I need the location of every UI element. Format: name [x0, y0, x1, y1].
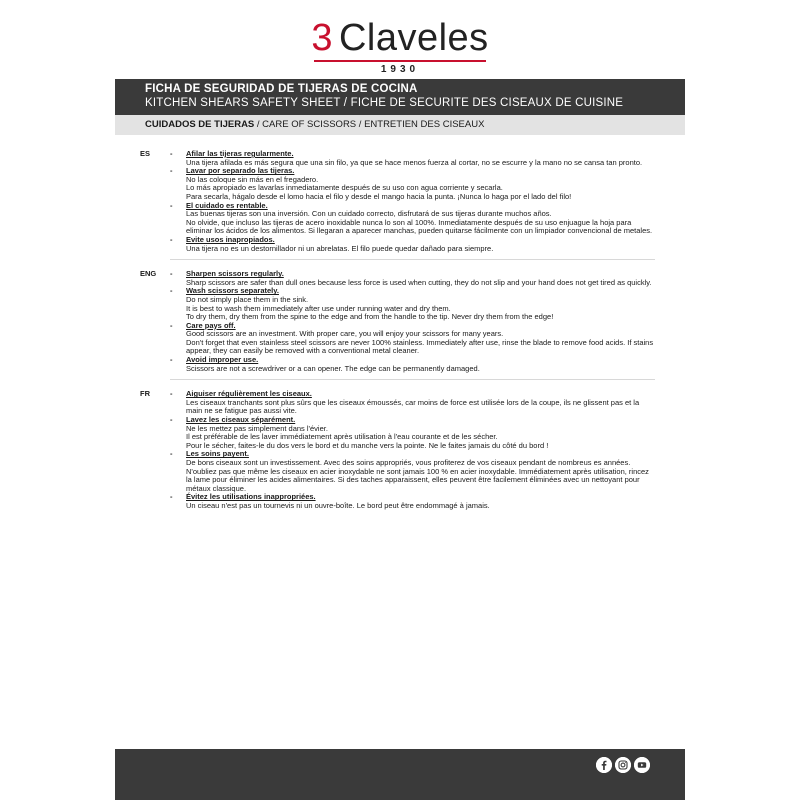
logo-name: Claveles [338, 17, 489, 59]
item-title: Sharpen scissors regularly. [186, 269, 284, 279]
item-text: Un ciseau n'est pas un tournevis ni un ouvre-boîte. Le bord peut être endommagé à jamais. [186, 500, 490, 510]
item-text: No las coloque sin más en el fregadero. [186, 174, 319, 184]
list-item [170, 234, 655, 253]
list-item [170, 449, 655, 493]
item-text: Ne les mettez pas simplement dans l'évier. [186, 423, 328, 433]
item-title: Aiguiser régulièrement les ciseaux. [186, 389, 312, 399]
item-dash: - [170, 286, 173, 296]
item-text: Pour le sécher, faites-le du dos vers le bord et du manche vers la pointe. Ne le faites jamais du côté du bord ! [186, 440, 549, 450]
item-dash: - [170, 234, 173, 244]
logo-underline [314, 60, 486, 62]
item-title: Care pays off. [186, 320, 236, 330]
item-title: Wash scissors separately. [186, 286, 279, 296]
language-block-fr [140, 390, 655, 510]
youtube-icon[interactable] [634, 757, 650, 773]
safety-content [140, 150, 655, 511]
item-title: Avoid improper use. [186, 355, 259, 365]
list-item [170, 269, 655, 287]
item-text: Las buenas tijeras son una inversión. Con un cuidado correcto, disfrutará de sus tijeras durante muchos años. [186, 209, 552, 219]
section-divider [170, 259, 655, 260]
list-item [170, 200, 655, 236]
item-text: Sharp scissors are safer than dull ones because less force is used when cutting, they do not slip and your hand does not get tired as quickly. [186, 277, 652, 287]
item-text: To dry them, dry them from the spine to the edge and from the handle to the tip. Never dry them from the edge! [186, 312, 554, 322]
item-dash: - [170, 415, 173, 425]
item-text: N'oubliez pas que même les ciseaux en acier inoxydable ne sont jamais 100 % en acier inoxydable. Immédiatement après utilisation, rincez la lame pour éliminer les acides alimentaires. Si des taches apparaissent, elles peuvent être facilement éliminées avec un nettoyant pour métaux classique. [186, 466, 649, 493]
section-bar [115, 115, 685, 135]
social-links [596, 757, 650, 773]
item-text: Il est préférable de les laver immédiatement après utilisation à l'eau courante et de les sécher. [186, 432, 498, 442]
language-items [170, 269, 655, 373]
item-text: Una tijera afilada es más segura que una sin filo, ya que se hace menos fuerza al cortar, no se escurre y la mano no se cansa tan pronto. [186, 157, 643, 167]
item-title: El cuidado es rentable. [186, 200, 268, 210]
language-items [170, 389, 655, 510]
item-title: Les soins payent. [186, 449, 249, 459]
list-item [170, 492, 655, 510]
item-dash: - [170, 269, 173, 279]
facebook-icon[interactable] [596, 757, 612, 773]
item-text: Don't forget that even stainless steel scissors are never 100% stainless. Immediately after use, rinse the blade to remove food acids. If stains appear, they can easily be removed with a conventional metal cleaner. [186, 337, 654, 356]
list-item [170, 320, 655, 356]
section-title-bold: CUIDADOS DE TIJERAS [145, 119, 255, 130]
item-dash: - [170, 389, 173, 399]
instagram-icon[interactable] [615, 757, 631, 773]
item-text: Les ciseaux tranchants sont plus sûrs que les ciseaux émoussés, car moins de force est utilisée lors de la coupe, ils ne glissent pas et la main ne se fatigue pas aussi vite. [186, 397, 640, 416]
logo-year: 1930 [380, 64, 420, 75]
title-bar [115, 79, 685, 115]
item-text: Scissors are not a screwdriver or a can opener. The edge can be permanently damaged. [186, 363, 480, 373]
item-dash: - [170, 355, 173, 365]
page-subtitle: KITCHEN SHEARS SAFETY SHEET / FICHE DE SECURITE DES CISEAUX DE CUISINE [145, 97, 624, 109]
brand-logo [0, 18, 800, 75]
item-text: It is best to wash them immediately after use under running water and dry them. [186, 303, 451, 313]
item-title: Lavez les ciseaux séparément. [186, 415, 296, 425]
item-title: Afilar las tijeras regularmente. [186, 149, 294, 158]
item-title: Evite usos inapropiados. [186, 234, 275, 244]
item-dash: - [170, 166, 173, 176]
item-dash: - [170, 449, 173, 459]
language-block-eng [140, 270, 655, 373]
item-dash: - [170, 149, 173, 158]
item-text: No olvide, que incluso las tijeras de acero inoxidable nunca lo son al 100%. Inmediatamente después de su uso enjuague la hoja para eliminar los ácidos de los alimentos. Si llegaran a aparecer manchas, pueden quitarse fácilmente con un limpiador convencional de metales. [186, 217, 653, 236]
logo-wordmark [311, 18, 488, 58]
item-dash: - [170, 200, 173, 210]
item-text: Do not simply place them in the sink. [186, 294, 309, 304]
language-code: ES [140, 149, 151, 158]
item-text: Una tijera no es un destornillador ni un abrelatas. El filo puede quedar dañado para siempre. [186, 243, 494, 253]
item-dash: - [170, 492, 173, 502]
item-title: Lavar por separado las tijeras. [186, 166, 295, 176]
list-item [170, 415, 655, 450]
language-items [170, 149, 655, 253]
logo-number: 3 [311, 17, 333, 59]
section-divider [170, 379, 655, 380]
item-text: Para secarla, hágalo desde el lomo hacia el filo y desde el mango hacia la punta. ¡Nunca lo haga por el lado del filo! [186, 191, 572, 201]
item-dash: - [170, 320, 173, 330]
item-text: De bons ciseaux sont un investissement. Avec des soins appropriés, vous profiterez de vos ciseaux pendant de nombreus es années. [186, 458, 631, 467]
item-title: Évitez les utilisations inappropriées. [186, 492, 316, 502]
language-code: ENG [140, 269, 157, 279]
list-item [170, 355, 655, 373]
page-title: FICHA DE SEGURIDAD DE TIJERAS DE COCINA [145, 83, 418, 95]
item-text: Lo más apropiado es lavarlas inmediatamente después de su uso con agua corriente y secarla. [186, 183, 503, 193]
language-block-es [140, 150, 655, 253]
language-code: FR [140, 389, 150, 399]
list-item [170, 286, 655, 322]
section-title-rest: / CARE OF SCISSORS / ENTRETIEN DES CISEAUX [254, 119, 485, 130]
list-item [170, 166, 655, 201]
list-item [170, 389, 655, 416]
list-item [170, 149, 655, 167]
item-text: Good scissors are an investment. With proper care, you will enjoy your scissors for many years. [186, 329, 504, 339]
